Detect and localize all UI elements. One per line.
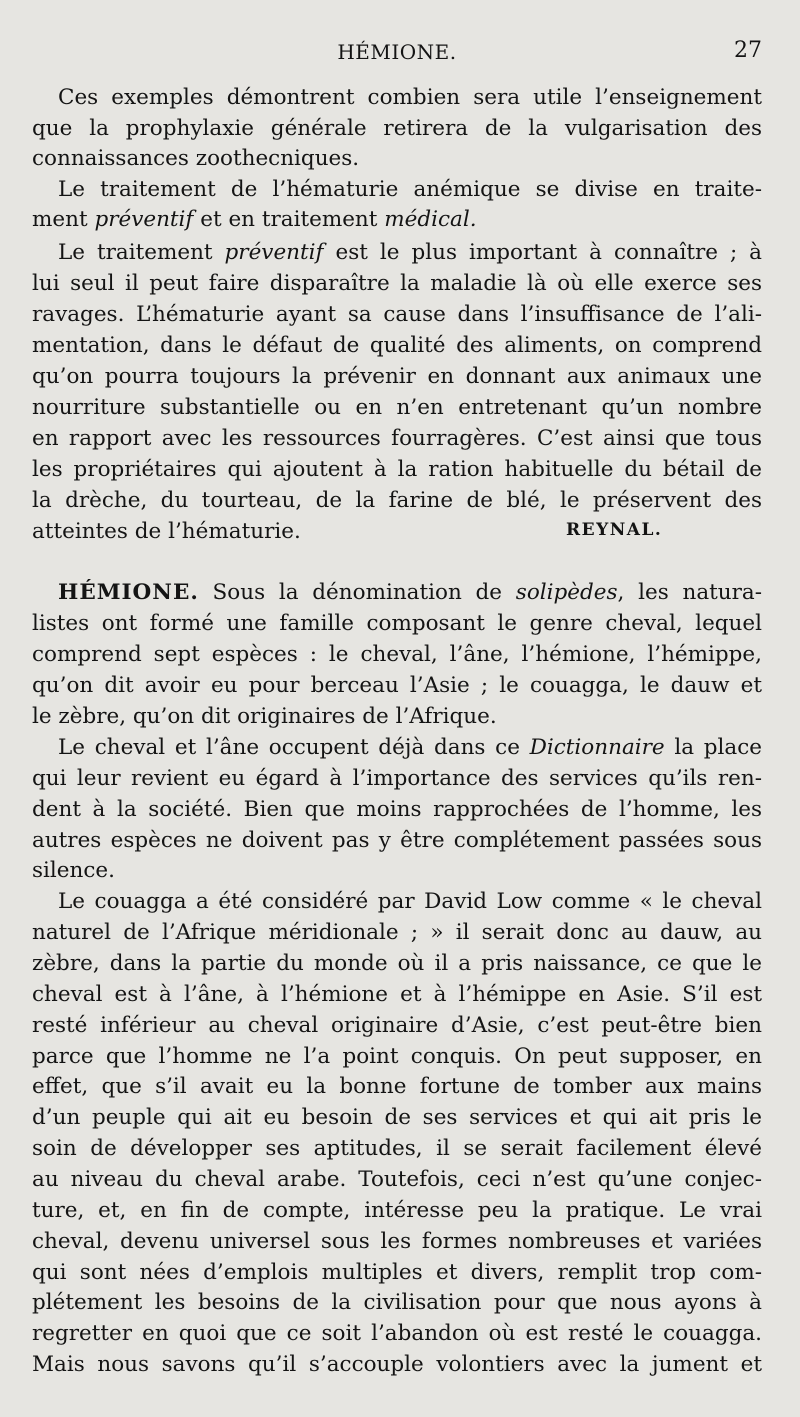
text-line: regretter en quoi que ce soit l’abandon où est resté le couagga. xyxy=(32,1321,762,1346)
text-line xyxy=(58,238,762,268)
text-line: mentation, dans le défaut de qualité des aliments, on comprend xyxy=(32,333,762,358)
text-line: autres espèces ne doivent pas y être complétement passées sous xyxy=(32,828,762,853)
text-line: parce que l’homme ne l’a point conquis. On peut supposer, en xyxy=(32,1044,762,1069)
text-line: Le couagga a été considéré par David Low comme « le cheval xyxy=(58,889,762,914)
text-run: ment xyxy=(32,207,95,232)
text-line: en rapport avec les ressources fourragères. C’est ainsi que tous xyxy=(32,426,762,451)
text-line xyxy=(32,205,762,235)
text-line: Ces exemples démontrent combien sera utile l’enseignement xyxy=(58,85,762,110)
text-line: qui sont nées d’emplois multiples et divers, remplit trop com- xyxy=(32,1260,762,1285)
text-run: Sous la dénomination de xyxy=(198,580,516,605)
text-line: lui seul il peut faire disparaître la maladie là où elle exerce ses xyxy=(32,271,762,296)
text-line: cheval, devenu universel sous les formes nombreuses et variées xyxy=(32,1229,762,1254)
text-line: effet, que s’il avait eu la bonne fortune de tomber aux mains xyxy=(32,1074,762,1099)
text-run: , les natura- xyxy=(617,580,762,605)
running-title: HÉMIONE. xyxy=(337,40,457,64)
text-line: ture, et, en fin de compte, intéresse peu la pratique. Le vrai xyxy=(32,1198,762,1223)
text-line: naturel de l’Afrique méridionale ; » il serait donc au dauw, au xyxy=(32,920,762,945)
text-line: comprend sept espèces : le cheval, l’âne, l’hémione, l’hémippe, xyxy=(32,642,762,667)
page-header xyxy=(32,34,762,70)
text-line: la drèche, du tourteau, de la farine de blé, le préservent des xyxy=(32,488,762,513)
text-line: qu’on dit avoir eu pour berceau l’Asie ; le couagga, le dauw et xyxy=(32,673,762,698)
italic-term: solipèdes xyxy=(515,580,618,605)
text-line: resté inférieur au cheval originaire d’Asie, c’est peut-être bien xyxy=(32,1013,762,1038)
text-run: est le plus important à connaître ; à xyxy=(323,240,762,265)
text-run: et en traitement xyxy=(193,207,385,232)
text-line: dent à la société. Bien que moins rapprochées de l’homme, les xyxy=(32,797,762,822)
text-line: les propriétaires qui ajoutent à la ration habituelle du bétail de xyxy=(32,457,762,482)
author-signature: REYNAL. xyxy=(566,520,663,540)
text-line: connaissances zoothecniques. xyxy=(32,146,360,171)
text-line: qui leur revient eu égard à l’importance des services qu’ils ren- xyxy=(32,766,762,791)
text-line: cheval est à l’âne, à l’hémione et à l’hémippe en Asie. S’il est xyxy=(32,982,762,1007)
entry-headword: HÉMIONE. xyxy=(58,580,199,605)
text-line: le zèbre, qu’on dit originaires de l’Afrique. xyxy=(32,704,497,729)
italic-term: préventif xyxy=(94,207,194,232)
italic-term: préventif xyxy=(224,240,324,265)
text-line: Le traitement de l’hématurie anémique se divise en traite- xyxy=(58,177,762,202)
entry-first-line xyxy=(58,578,762,608)
text-line: ravages. L’hématurie ayant sa cause dans l’insuffisance de l’ali- xyxy=(32,302,762,327)
text-run: Le traitement xyxy=(58,240,225,265)
italic-term: Dictionnaire xyxy=(529,735,665,760)
text-line: Mais nous savons qu’il s’accouple volontiers avec la jument et xyxy=(32,1352,762,1377)
text-line: zèbre, dans la partie du monde où il a pris naissance, ce que le xyxy=(32,951,762,976)
text-line: listes ont formé une famille composant le genre cheval, lequel xyxy=(32,611,762,636)
italic-term: médical. xyxy=(384,207,477,232)
text-line: qu’on pourra toujours la prévenir en donnant aux animaux une xyxy=(32,364,762,389)
text-line: silence. xyxy=(32,858,115,883)
text-run: Le cheval et l’âne occupent déjà dans ce xyxy=(58,735,530,760)
text-line: plétement les besoins de la civilisation pour que nous ayons à xyxy=(32,1290,762,1315)
text-line: au niveau du cheval arabe. Toutefois, ceci n’est qu’une conjec- xyxy=(32,1167,762,1192)
text-line: que la prophylaxie générale retirera de la vulgarisation des xyxy=(32,116,762,141)
page-number: 27 xyxy=(734,38,762,63)
text-line: atteintes de l’hématurie. xyxy=(32,519,301,544)
text-line xyxy=(58,733,762,763)
text-line: nourriture substantielle ou en n’en entretenant qu’un nombre xyxy=(32,395,762,420)
text-line: soin de développer ses aptitudes, il se serait facilement élevé xyxy=(32,1136,762,1161)
text-run: la place xyxy=(664,735,762,760)
text-line: d’un peuple qui ait eu besoin de ses services et qui ait pris le xyxy=(32,1105,762,1130)
